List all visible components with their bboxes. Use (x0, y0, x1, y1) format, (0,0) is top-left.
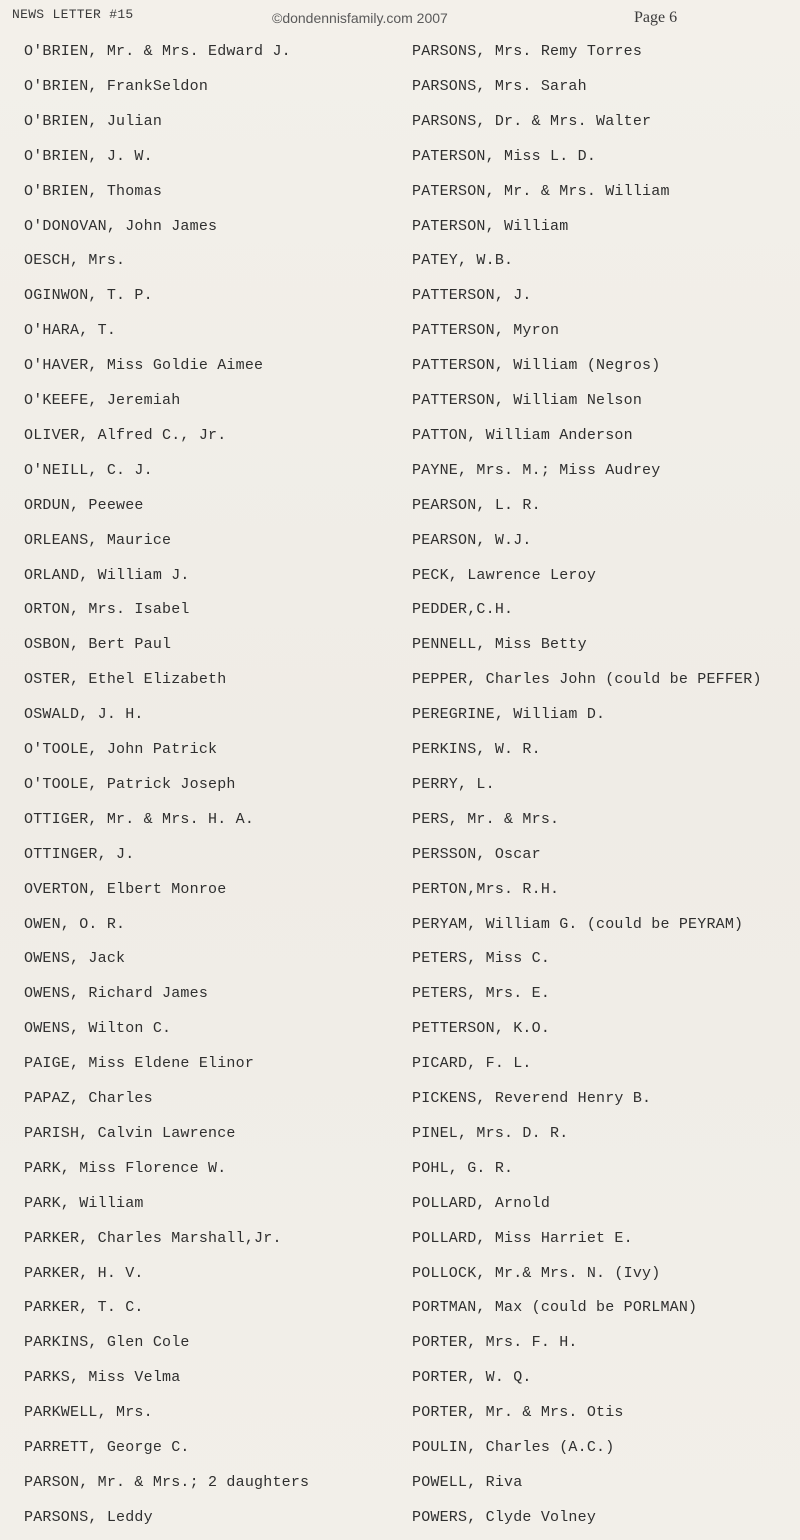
name-entry: PERKINS, W. R. (412, 741, 541, 758)
name-entry: PERYAM, William G. (could be PEYRAM) (412, 915, 744, 933)
name-entry: OWENS, Richard James (24, 985, 209, 1003)
name-entry: POLLARD, Miss Harriet E. (412, 1229, 633, 1247)
name-entry: O'HARA, T. (24, 322, 117, 340)
name-entry: O'BRIEN, Mr. & Mrs. Edward J. (24, 43, 291, 60)
name-entry: PATERSON, Miss L. D. (412, 147, 597, 165)
name-entry: PERTON,Mrs. R.H. (412, 880, 560, 898)
name-entry: POLLOCK, Mr.& Mrs. N. (Ivy) (412, 1264, 661, 1282)
name-entry: ORDUN, Peewee (24, 496, 144, 514)
name-entry: OSBON, Bert Paul (24, 636, 172, 654)
name-entry: PARKS, Miss Velma (24, 1369, 181, 1387)
copyright-watermark: ©dondennisfamily.com 2007 (272, 10, 448, 26)
page-header (0, 4, 800, 28)
name-entry: PORTER, Mr. & Mrs. Otis (412, 1404, 624, 1422)
name-entry: O'HAVER, Miss Goldie Aimee (24, 357, 264, 375)
name-entry: POHL, G. R. (412, 1159, 514, 1177)
name-entry: PATTERSON, J. (412, 287, 532, 305)
name-entry: O'NEILL, C. J. (24, 461, 153, 479)
name-entry: PATTERSON, William Nelson (412, 392, 643, 409)
name-entry: PEDDER,C.H. (412, 601, 514, 619)
name-entry: PATERSON, William (412, 217, 569, 235)
name-entry: PAPAZ, Charles (24, 1090, 153, 1107)
name-entry: O'BRIEN, FrankSeldon (24, 77, 209, 95)
name-entry: PEPPER, Charles John (could be PEFFER) (412, 671, 762, 689)
name-entry: PARKINS, Glen Cole (24, 1334, 190, 1352)
name-entry: PETERS, Mrs. E. (412, 985, 551, 1003)
name-entry: PICKENS, Reverend Henry B. (412, 1090, 652, 1107)
name-entry: OLIVER, Alfred C., Jr. (24, 426, 227, 444)
name-entry: O'BRIEN, J. W. (24, 147, 153, 165)
name-entry: PARKER, T. C. (24, 1299, 144, 1317)
name-entry: PORTMAN, Max (could be PORLMAN) (412, 1299, 698, 1317)
name-entry: PARSONS, Dr. & Mrs. Walter (412, 112, 652, 130)
name-entry: OESCH, Mrs. (24, 252, 126, 270)
name-entry: OVERTON, Elbert Monroe (24, 880, 227, 898)
name-entry: POULIN, Charles (A.C.) (412, 1439, 615, 1456)
name-entry: PERSSON, Oscar (412, 845, 541, 863)
name-entry: PARSONS, Mrs. Sarah (412, 77, 587, 95)
name-entry: ORLEANS, Maurice (24, 531, 172, 549)
name-entry: PARK, Miss Florence W. (24, 1159, 227, 1177)
name-entry: PECK, Lawrence Leroy (412, 566, 597, 584)
name-entry: O'TOOLE, Patrick Joseph (24, 775, 236, 793)
name-entry: PEREGRINE, William D. (412, 706, 606, 724)
name-entry: PERS, Mr. & Mrs. (412, 810, 560, 828)
name-entry: PARKER, Charles Marshall,Jr. (24, 1229, 282, 1247)
name-entry: PARSONS, Mrs. Remy Torres (412, 43, 643, 60)
name-entry: POWELL, Riva (412, 1473, 523, 1491)
name-entry: PARISH, Calvin Lawrence (24, 1124, 236, 1142)
name-entry: PORTER, W. Q. (412, 1369, 532, 1387)
newsletter-number: NEWS LETTER #15 (12, 7, 134, 22)
name-entry: POWERS, Clyde Volney (412, 1508, 597, 1526)
name-entry: PARSONS, Leddy (24, 1508, 153, 1526)
name-entry: ORLAND, William J. (24, 566, 190, 584)
name-entry: OWENS, Wilton C. (24, 1020, 172, 1038)
name-entry: OWEN, O. R. (24, 915, 126, 933)
name-entry: PARKER, H. V. (24, 1264, 144, 1282)
name-entry: PATTON, William Anderson (412, 426, 633, 444)
name-entry: OTTINGER, J. (24, 845, 135, 863)
name-entry: PETERS, Miss C. (412, 950, 551, 968)
name-entry: POLLARD, Arnold (412, 1194, 551, 1212)
name-entry: PICARD, F. L. (412, 1055, 532, 1073)
name-entry: PARKWELL, Mrs. (24, 1404, 153, 1422)
name-entry: O'KEEFE, Jeremiah (24, 392, 181, 409)
name-entry: PARRETT, George C. (24, 1439, 190, 1456)
name-entry: PARK, William (24, 1194, 144, 1212)
name-entry: PATEY, W.B. (412, 252, 514, 270)
name-entry: PERRY, L. (412, 775, 495, 793)
name-entry: PATTERSON, Myron (412, 322, 560, 340)
name-entry: PORTER, Mrs. F. H. (412, 1334, 578, 1352)
name-entry: PEARSON, W.J. (412, 531, 532, 549)
name-entry: O'BRIEN, Thomas (24, 182, 163, 200)
name-entry: OWENS, Jack (24, 950, 126, 968)
name-entry: O'TOOLE, John Patrick (24, 741, 218, 758)
name-entry: PATERSON, Mr. & Mrs. William (412, 182, 670, 200)
name-entry: ORTON, Mrs. Isabel (24, 601, 190, 619)
name-entry: PATTERSON, William (Negros) (412, 357, 661, 375)
name-entry: O'BRIEN, Julian (24, 112, 163, 130)
name-entry: PAYNE, Mrs. M.; Miss Audrey (412, 461, 661, 479)
name-entry: PENNELL, Miss Betty (412, 636, 587, 654)
name-entry: O'DONOVAN, John James (24, 217, 218, 235)
name-entry: OSWALD, J. H. (24, 706, 144, 724)
name-entry: PEARSON, L. R. (412, 496, 541, 514)
name-entry: PAIGE, Miss Eldene Elinor (24, 1055, 255, 1073)
name-entry: OSTER, Ethel Elizabeth (24, 671, 227, 689)
name-entry: PINEL, Mrs. D. R. (412, 1124, 569, 1142)
name-entry: OTTIGER, Mr. & Mrs. H. A. (24, 810, 255, 828)
name-entry: PARSON, Mr. & Mrs.; 2 daughters (24, 1473, 310, 1491)
name-entry: OGINWON, T. P. (24, 287, 153, 305)
name-entry: PETTERSON, K.O. (412, 1020, 551, 1038)
page-number: Page 6 (634, 9, 678, 26)
